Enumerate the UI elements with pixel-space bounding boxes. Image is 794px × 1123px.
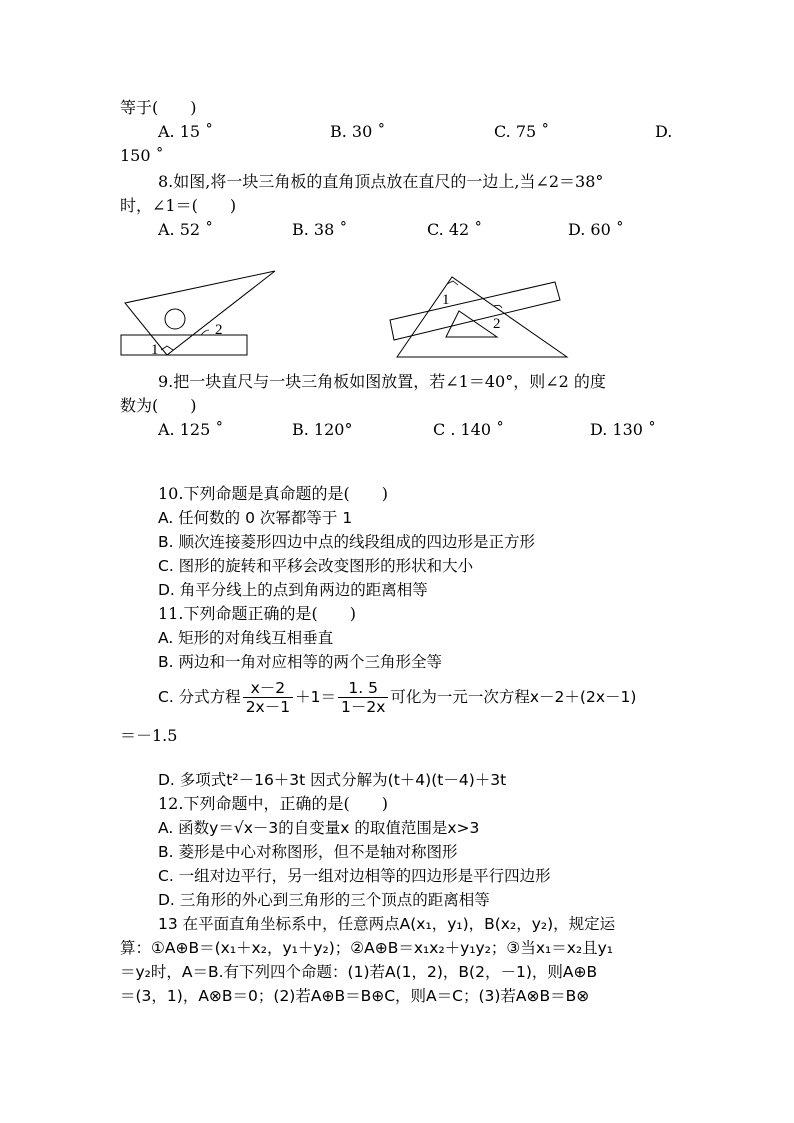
big-triangle [397, 277, 567, 357]
angle-2-label: 2 [215, 322, 223, 338]
inner-triangle [446, 311, 497, 337]
q9-option-d: D. 130 ˚ [590, 420, 657, 439]
q10-option-c: C. 图形的旋转和平移会改变图形的形状和大小 [158, 557, 474, 575]
fraction-1-numerator: x－2 [243, 679, 293, 698]
set-square-triangle [125, 271, 275, 355]
fraction-2-numerator: 1. 5 [338, 679, 388, 698]
q10-stem: 10.下列命题是真命题的是( ) [158, 484, 388, 503]
figure-right [390, 270, 570, 362]
angle-2-label-right: 2 [493, 316, 501, 332]
q12-option-c: C. 一组对边平行，另一组对边相等的四边形是平行四边形 [158, 867, 551, 885]
q11-stem: 11.下列命题正确的是( ) [158, 604, 356, 623]
q7-option-b: B. 30 ˚ [330, 122, 386, 141]
ruler-strip [390, 282, 560, 340]
ruler-rect [121, 335, 247, 355]
q12-stem: 12.下列命题中，正确的是( ) [158, 794, 388, 813]
q8-stem-line2: 时，∠1＝( ) [120, 196, 237, 215]
triangle-hole-circle [165, 309, 185, 329]
q7-option-c: C. 75 ˚ [494, 122, 550, 141]
q10-option-d: D. 角平分线上的点到角两边的距离相等 [158, 581, 428, 599]
fraction-2-denominator: 1－2x [340, 698, 386, 716]
q11-option-c [158, 676, 636, 718]
q11-c-suffix: 可化为一元一次方程x－2＋(2x－1) [390, 688, 637, 706]
q9-stem-line1: 9.把一块直尺与一块三角板如图放置，若∠1＝40°，则∠2 的度 [158, 372, 606, 391]
fraction-1-denominator: 2x－1 [245, 698, 291, 716]
q11-option-d: D. 多项式t²－16＋3t 因式分解为(t＋4)(t－4)＋3t [158, 771, 507, 789]
q8-option-b: B. 38 ˚ [292, 220, 348, 239]
angle-2-arc [201, 330, 209, 335]
angle-1-label-right: 1 [442, 292, 450, 308]
q11-option-a: A. 矩形的对角线互相垂直 [158, 629, 334, 647]
q8-option-a: A. 52 ˚ [158, 220, 214, 239]
q12-option-b: B. 菱形是中心对称图形，但不是轴对称图形 [158, 843, 458, 861]
q13-stem-line1: 13 在平面直角坐标系中，任意两点A(x₁，y₁)，B(x₂，y₂)，规定运 [158, 915, 616, 933]
q8-stem-line1: 8.如图,将一块三角板的直角顶点放在直尺的一边上,当∠2＝38° [158, 172, 604, 191]
angle-1-label: 1 [151, 342, 159, 358]
q13-stem-line3: ＝y₂时，A＝B.有下列四个命题：(1)若A(1，2)，B(2，－1)，则A⊕B [120, 963, 598, 981]
q12-option-a: A. 函数y＝√x－3的自变量x 的取值范围是x>3 [158, 819, 480, 837]
q10-option-a: A. 任何数的 0 次幂都等于 1 [158, 509, 353, 527]
q12-option-d: D. 三角形的外心到三角形的三个顶点的距离相等 [158, 891, 490, 909]
q9-stem-line2: 数为( ) [120, 396, 197, 415]
q9-option-c: C . 140 ˚ [433, 420, 505, 439]
q9-option-b: B. 120° [292, 420, 353, 439]
q8-option-c: C. 42 ˚ [427, 220, 483, 239]
q7-option-d-wrap: 150 ˚ [120, 146, 164, 165]
q11-c-middle: ＋1＝ [295, 688, 336, 706]
q9-option-a: A. 125 ˚ [158, 420, 224, 439]
q8-option-d: D. 60 ˚ [568, 220, 624, 239]
figure-left [115, 268, 285, 360]
q13-stem-line2: 算：①A⊕B＝(x₁＋x₂，y₁＋y₂)；②A⊕B＝x₁x₂＋y₁y₂；③当x₁＝x₂且y₁ [120, 939, 613, 957]
q13-stem-line4: ＝(3，1)，A⊗B＝0；(2)若A⊕B＝B⊕C，则A＝C；(3)若A⊗B＝B⊗ [120, 987, 590, 1005]
fraction-1 [243, 679, 293, 716]
q7-option-d: D. [655, 122, 673, 141]
q7-option-a: A. 15 ˚ [158, 122, 214, 141]
q11-c-prefix: C. 分式方程 [158, 688, 241, 706]
q11-option-b: B. 两边和一角对应相等的两个三角形全等 [158, 653, 442, 671]
q7-stem-continuation: 等于( ) [120, 98, 197, 117]
q11-option-c-wrap: ＝－1.5 [120, 726, 178, 745]
fraction-2 [338, 679, 388, 716]
q10-option-b: B. 顺次连接菱形四边中点的线段组成的四边形是正方形 [158, 533, 535, 551]
